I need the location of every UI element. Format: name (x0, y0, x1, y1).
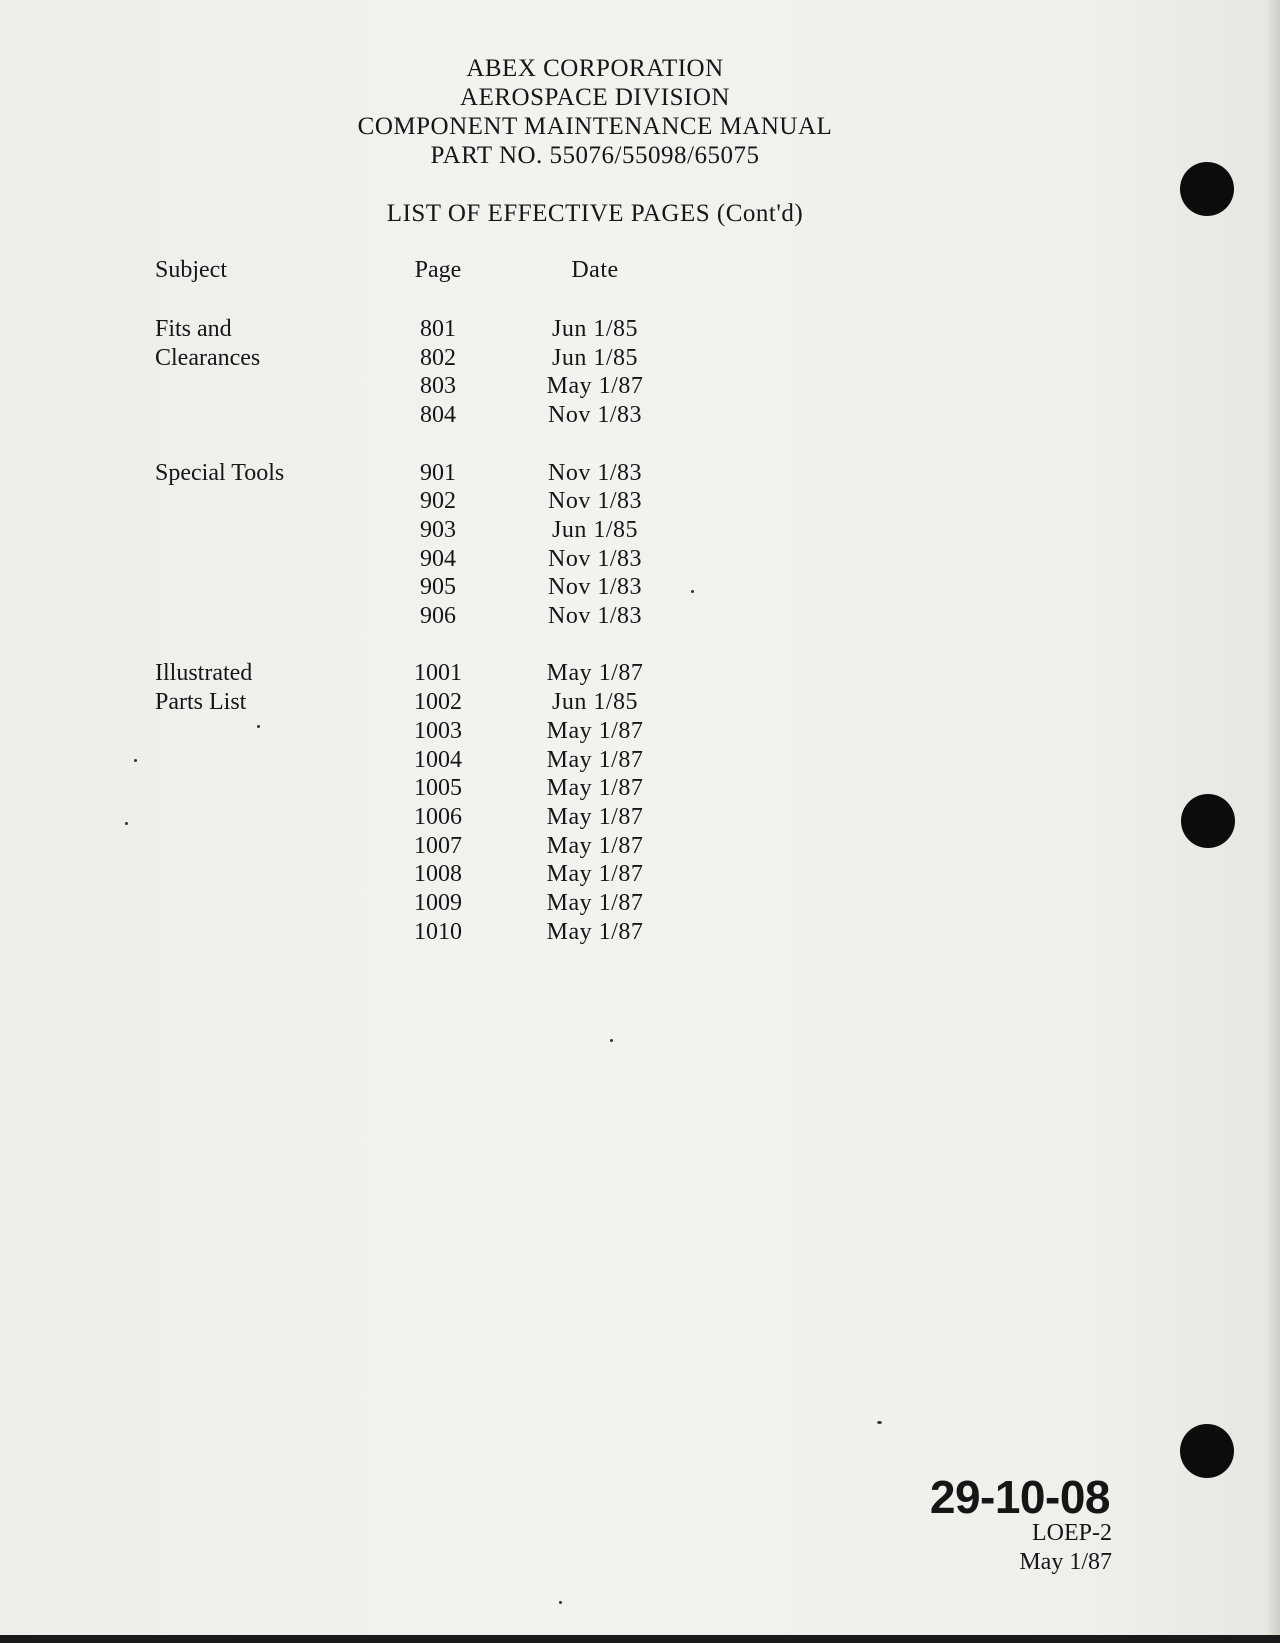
page-number-cell: 1003 (414, 717, 462, 744)
binder-hole (1180, 162, 1234, 216)
page-date-cell: May 1/87 (546, 660, 644, 687)
page-number-cell: 903 (420, 516, 456, 543)
binder-hole (1181, 794, 1235, 848)
page-number-cell: 1001 (414, 660, 462, 687)
list-title: LIST OF EFFECTIVE PAGES (Cont'd) (386, 200, 804, 227)
page-number-cell: 1007 (414, 832, 462, 859)
page-date-cell: May 1/87 (546, 861, 644, 888)
page-date-cell: May 1/87 (546, 803, 644, 830)
chapter-section-number: 29-10-08 (929, 1471, 1110, 1523)
scan-speck (125, 822, 128, 825)
scan-speck (691, 590, 694, 593)
page-date-cell: Jun 1/85 (551, 689, 638, 716)
scan-speck (877, 1421, 882, 1424)
page-number-cell: 1009 (414, 890, 462, 916)
division-name: AEROSPACE DIVISION (460, 84, 730, 111)
page-identifier: LOEP-2 (1032, 1520, 1112, 1546)
page-number-cell: 904 (420, 545, 456, 572)
section-subject: Clearances (155, 344, 261, 371)
page-date-cell: May 1/87 (546, 918, 644, 945)
page-bottom-edge (0, 1635, 1280, 1643)
page-number-cell: 905 (420, 574, 456, 601)
page-date-cell: Nov 1/83 (548, 545, 642, 572)
page-number-cell: 1010 (414, 918, 462, 945)
page-date-cell: May 1/87 (546, 832, 644, 859)
scan-speck (134, 759, 137, 762)
column-header-page: Page (414, 257, 462, 283)
scan-speck (257, 725, 260, 728)
revision-date: May 1/87 (1019, 1549, 1112, 1575)
manual-title: COMPONENT MAINTENANCE MANUAL (357, 113, 833, 140)
page-date-cell: Jun 1/85 (551, 344, 638, 371)
page-number-cell: 1006 (414, 803, 462, 830)
page-date-cell: May 1/87 (546, 746, 644, 773)
page-date-cell: Nov 1/83 (548, 603, 642, 629)
page-date-cell: Jun 1/85 (551, 516, 638, 543)
scan-speck (559, 1601, 562, 1604)
page-number-cell: 906 (420, 603, 456, 629)
page-date-cell: Nov 1/83 (548, 459, 642, 486)
page-number-cell: 901 (420, 459, 456, 486)
page-number-cell: 804 (420, 402, 456, 429)
column-header-subject: Subject (155, 257, 227, 283)
page-number-cell: 1002 (414, 689, 462, 716)
section-subject: Special Tools (155, 459, 285, 486)
binder-hole (1180, 1424, 1234, 1478)
page-edge-shadow (1268, 0, 1280, 1643)
page-date-cell: May 1/87 (546, 373, 644, 400)
page-date-cell: May 1/87 (546, 890, 644, 916)
section-subject: Parts List (155, 689, 247, 716)
section-subject: Illustrated (155, 660, 253, 687)
page-number-cell: 802 (420, 344, 456, 371)
scan-speck (610, 1039, 613, 1042)
document-header (300, 54, 890, 170)
page-date-cell: May 1/87 (546, 775, 644, 802)
page-number-cell: 803 (420, 373, 456, 400)
page-number-cell: 1008 (414, 861, 462, 888)
page-date-cell: Nov 1/83 (548, 574, 642, 601)
page-date-cell: Nov 1/83 (548, 402, 642, 429)
page-number-cell: 801 (420, 316, 456, 342)
page-number-cell: 1005 (414, 775, 462, 802)
page-number-cell: 902 (420, 488, 456, 515)
page-number-cell: 1004 (414, 746, 462, 773)
column-header-date: Date (571, 257, 619, 283)
part-number: PART NO. 55076/55098/65075 (430, 142, 760, 169)
section-subject: Fits and (155, 316, 232, 342)
page-date-cell: May 1/87 (546, 717, 644, 744)
company-name: ABEX CORPORATION (466, 55, 724, 82)
page-date-cell: Jun 1/85 (551, 316, 638, 342)
page-date-cell: Nov 1/83 (548, 488, 642, 515)
